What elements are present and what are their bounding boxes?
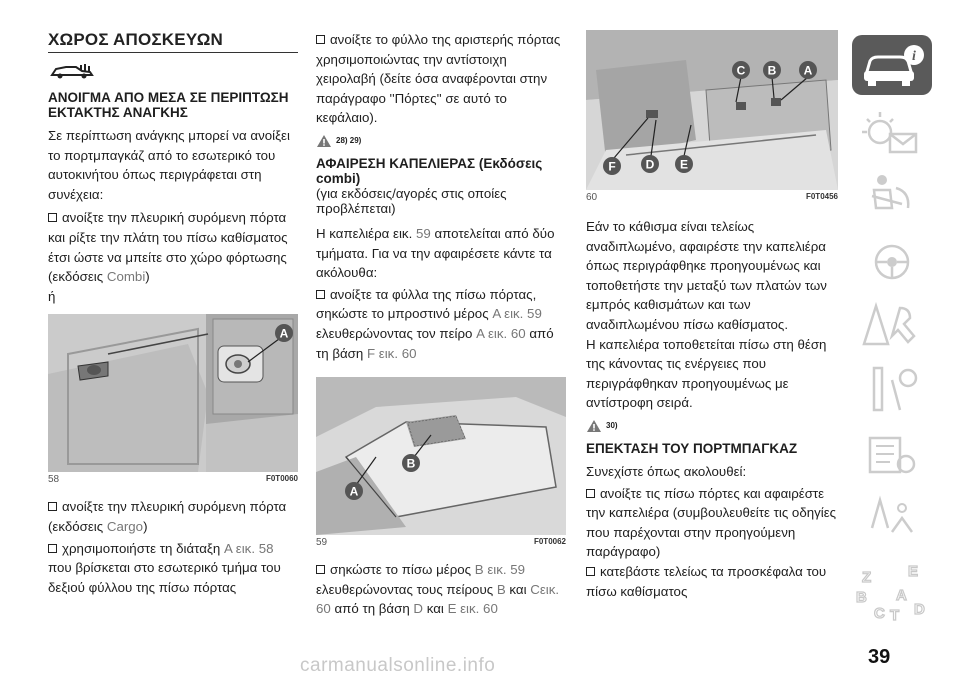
column-2 xyxy=(316,30,566,619)
bullet-square-icon xyxy=(316,35,325,44)
tab-emergency[interactable] xyxy=(852,296,932,356)
figure-60 xyxy=(586,30,838,190)
paragraph: Η καπελιέρα εικ. 59 αποτελείται από δύο τμήματα. Για να την αφαιρέσετε κάντε τα ακόλουθα: xyxy=(316,225,555,281)
figure-caption xyxy=(586,192,838,203)
figure-code: F0T0062 xyxy=(533,537,566,547)
bullet-item: ανοίξτε το φύλλο της αριστερής πόρτας χρησιμοποιώντας την αντίστοιχη χειρολαβή (δείτε όσα αναφέρονται στην παράγραφο ''Πόρτες'' σε αυτό το κεφάλαιο). xyxy=(316,32,561,126)
tab-technical-data[interactable] xyxy=(852,424,932,484)
warning-reference xyxy=(586,419,838,433)
figure-code: F0T0060 xyxy=(265,474,298,484)
figure-caption xyxy=(316,537,566,548)
warning-reference xyxy=(316,134,566,148)
figure-number: 59 xyxy=(316,537,328,549)
bullet-square-icon xyxy=(48,213,57,222)
warning-lights-icon xyxy=(852,104,932,164)
warning-refs-text: 28) 29) xyxy=(336,136,362,146)
figure-number: 58 xyxy=(48,474,60,486)
tab-starting[interactable] xyxy=(852,232,932,292)
emergency-triangle-icon xyxy=(852,296,932,356)
figure-label-a: A xyxy=(349,484,359,499)
bullet-item: σηκώστε το πίσω μέρος B εικ. 59 ελευθερώνοντας τους πείρους B και Cεικ. 60 από τη βάση D και E εικ. 60 xyxy=(316,562,560,617)
sedan-icon xyxy=(50,63,298,84)
svg-text:i: i xyxy=(912,49,916,64)
figure-label-b: B xyxy=(406,456,416,471)
figure-58 xyxy=(48,314,298,472)
tab-warning-lights[interactable] xyxy=(852,104,932,164)
tab-multimedia[interactable] xyxy=(852,488,932,548)
section-title: ΧΩΡΟΣ ΑΠΟΣΚΕΥΩΝ xyxy=(48,30,298,53)
bullet-item: ανοίξτε τα φύλλα της πίσω πόρτας, σηκώστε το μπροστινό μέρος A εικ. 59 ελευθερώνοντας τον πείρο A εικ. 60 από τη βάση F εικ. 60 xyxy=(316,286,554,361)
watermark-text: carmanualsonline.info xyxy=(300,655,496,676)
car-info-icon xyxy=(852,35,932,95)
bullet-square-icon xyxy=(586,489,595,498)
column-3 xyxy=(586,30,838,601)
page-number: 39 xyxy=(868,646,891,668)
heading-boot-extension: ΕΠΕΚΤΑΣΗ ΤΟΥ ΠΟΡΤΜΠΑΓΚΑΖ xyxy=(586,440,798,456)
svg-text:Z: Z xyxy=(862,569,872,586)
heading-hat-shelf-removal: ΑΦΑΙΡΕΣΗ ΚΑΠΕΛΙΕΡΑΣ (Εκδόσεις combi) xyxy=(316,155,543,186)
svg-text:D: D xyxy=(914,601,925,618)
figure-59 xyxy=(316,377,566,535)
svg-text:A: A xyxy=(896,587,907,604)
technical-data-icon xyxy=(852,424,932,484)
bullet-square-icon xyxy=(316,565,325,574)
steering-wheel-icon xyxy=(852,232,932,292)
warning-refs-text: 30) xyxy=(606,421,618,431)
heading-emergency-opening: ΑΝΟΙΓΜΑ ΑΠΟ ΜΕΣΑ ΣΕ ΠΕΡΙΠΤΩΣΗ ΕΚΤΑΚΤΗΣ ΑΝΑΓΚΗΣ xyxy=(48,90,289,120)
figure-code: F0T0456 xyxy=(805,192,838,201)
bullet-item: ανοίξτε την πλευρική συρόμενη πόρτα και ρίξτε την πλάτη του πίσω καθίσματος έτσι ώστε να μπείτε στο χώρο φόρτωσης (εκδόσεις Combi) ή xyxy=(48,210,288,304)
multimedia-icon xyxy=(852,488,932,548)
column-1 xyxy=(48,30,298,597)
figure-label: C xyxy=(736,63,746,78)
bullet-square-icon xyxy=(586,567,595,576)
figure-caption xyxy=(48,474,298,485)
bullet-item: κατεβάστε τελείως τα προσκέφαλα του πίσω καθίσματος xyxy=(586,563,827,599)
maintenance-icon xyxy=(852,360,932,420)
figure-label: E xyxy=(679,157,689,172)
figure-number: 60 xyxy=(586,192,598,203)
warning-triangle-icon xyxy=(316,134,332,148)
bullet-item: χρησιμοποιήστε τη διάταξη A εικ. 58 που βρίσκεται στο εσωτερικό τμήμα του δεξιού φύλλου της πίσω πόρτας xyxy=(48,540,281,595)
bullet-item: ανοίξτε τις πίσω πόρτες και αφαιρέστε την καπελιέρα (συμβουλευθείτε τις οδηγίες που παρέχονται στην προηγούμενη παράγραφο) xyxy=(586,485,837,560)
figure-label: A xyxy=(279,326,289,341)
seatbelt-icon xyxy=(852,168,932,228)
figure-label: D xyxy=(645,157,655,172)
warning-triangle-icon xyxy=(586,419,602,433)
svg-text:E: E xyxy=(908,563,919,580)
tab-maintenance[interactable] xyxy=(852,360,932,420)
index-letters-icon xyxy=(852,556,932,626)
svg-text:T: T xyxy=(890,607,900,624)
tab-index[interactable] xyxy=(852,556,932,626)
bullet-item: ανοίξτε την πλευρική συρόμενη πόρτα (εκδόσεις Cargo) xyxy=(48,499,287,534)
figure-label: F xyxy=(608,159,616,174)
bullet-square-icon xyxy=(48,502,57,511)
tab-safety[interactable] xyxy=(852,168,932,228)
paragraph: Εάν το κάθισμα είναι τελείως αναδιπλωμένο, αφαιρέστε την καπελιέρα όπως περιγράφθηκε προηγουμένως και τοποθετήστε την μεταξύ των πλατών των εμπρός καθισμάτων και των αναδιπλωμένου πίσω καθίσματος. xyxy=(586,219,827,332)
figure-label: B xyxy=(767,63,777,78)
svg-text:C: C xyxy=(874,605,885,622)
paragraph-intro: Σε περίπτωση ανάγκης μπορεί να ανοίξει το πορτμπαγκάζ από το εσωτερικό του αυτοκινήτου όπως περιγράφεται στη συνέχεια: xyxy=(48,128,290,202)
paragraph-intro: Συνεχίστε όπως ακολουθεί: xyxy=(586,463,747,479)
bullet-square-icon xyxy=(316,290,325,299)
paragraph: Η καπελιέρα τοποθετείται πίσω στη θέση της κάνοντας τις ενέργειες που περιγράφθηκαν προηγουμένως με αντίστροφη σειρά. xyxy=(586,336,827,411)
svg-text:B: B xyxy=(856,589,867,606)
heading-note: (για εκδόσεις/αγορές στις οποίες προβλέπεται) xyxy=(316,185,507,216)
bullet-square-icon xyxy=(48,544,57,553)
figure-label: A xyxy=(803,63,813,78)
tab-car-info[interactable] xyxy=(852,35,932,95)
